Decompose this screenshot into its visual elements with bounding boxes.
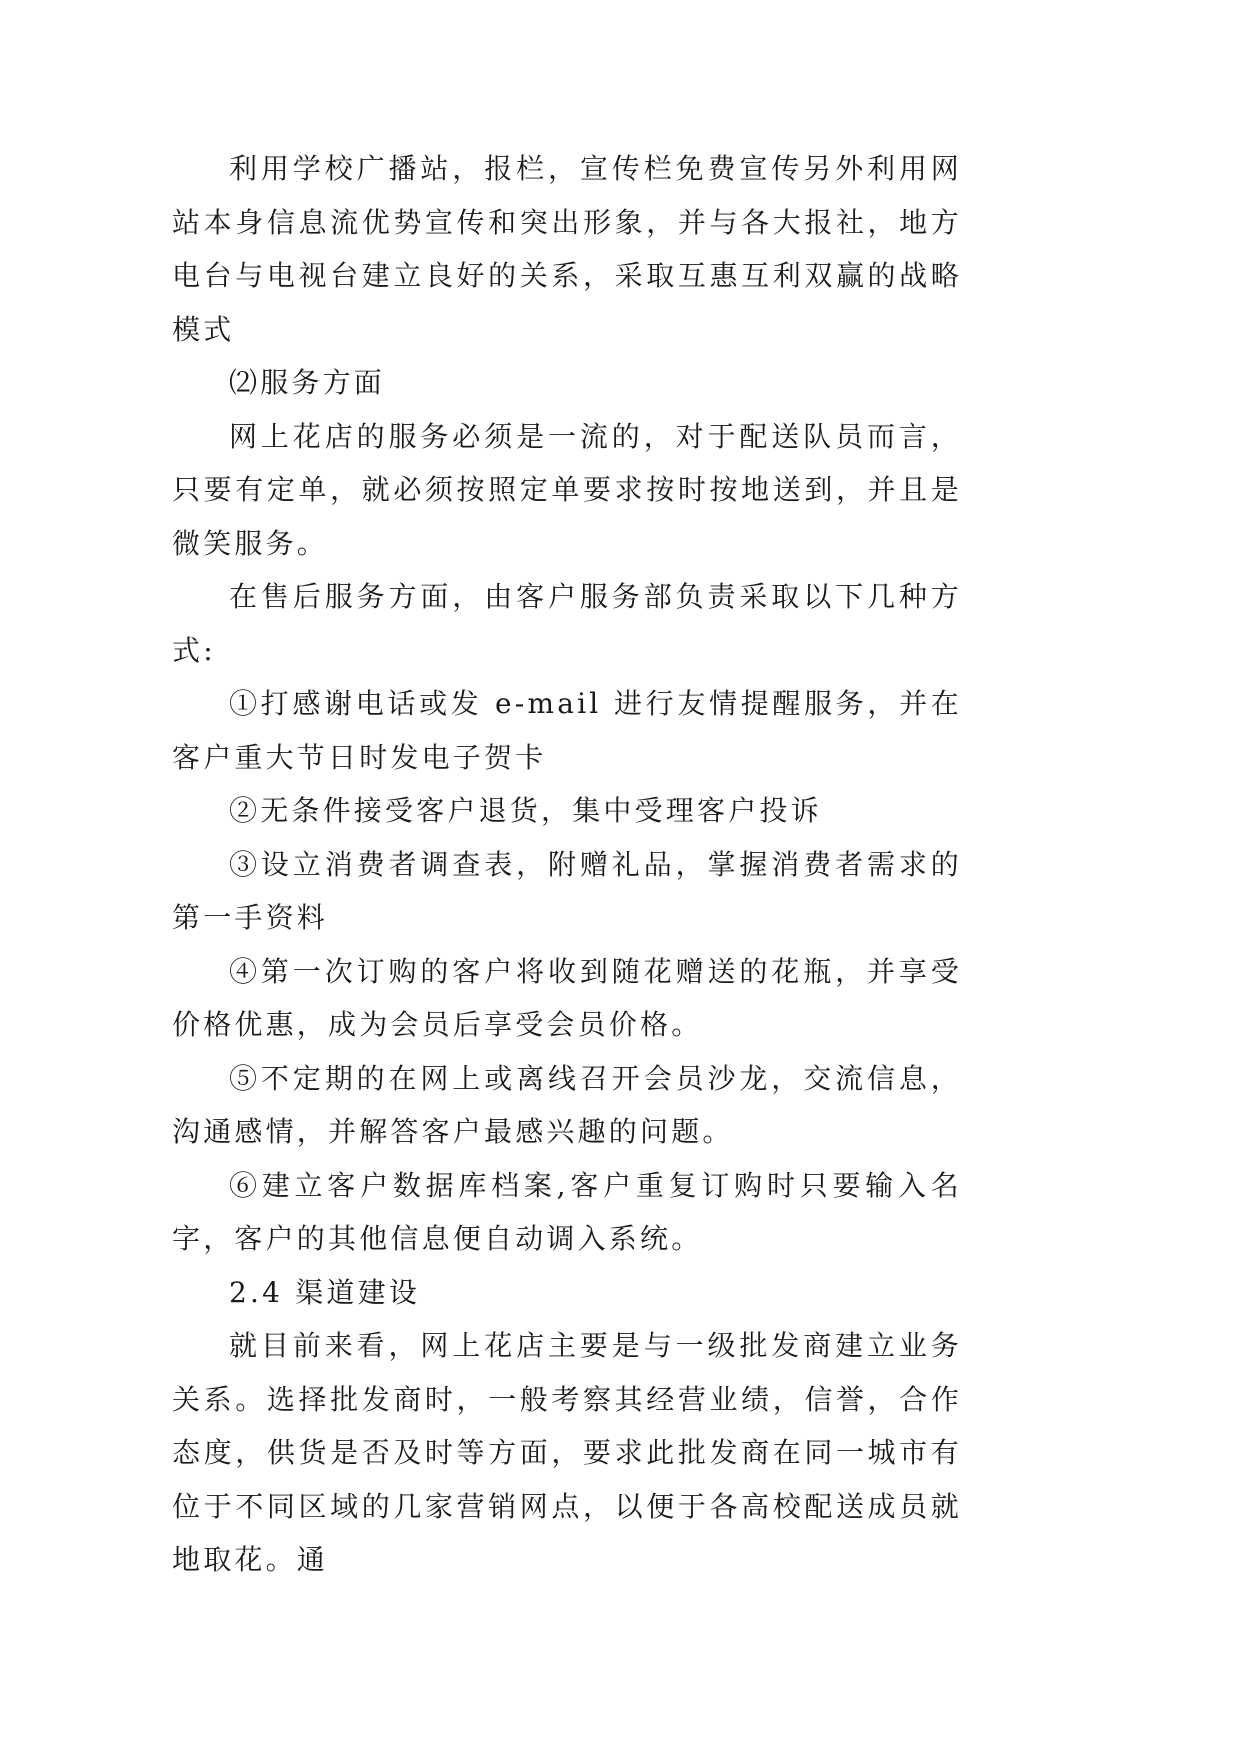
list-item-2: ②无条件接受客户退货，集中受理客户投诉 <box>229 794 822 827</box>
paragraph-after-sales: 在售后服务方面，由客户服务部负责采取以下几种方式: <box>172 580 962 667</box>
paragraph-channel: 就目前来看，网上花店主要是与一级批发商建立业务关系。选择批发商时，一般考察其经营业绩，信誉，合作态度，供货是否及时等方面，要求此批发商在同一城市有位于不同区域的几家营销网点，以便于各高校配送成员就地取花。通 <box>172 1329 962 1576</box>
list-item-3: ③设立消费者调查表，附赠礼品，掌握消费者需求的第一手资料 <box>172 847 962 934</box>
list-item-6: ⑥建立客户数据库档案,客户重复订购时只要输入名字，客户的其他信息便自动调入系统。 <box>172 1168 962 1255</box>
document-body <box>172 142 962 1587</box>
paragraph-service: 网上花店的服务必须是一流的，对于配送队员而言，只要有定单，就必须按照定单要求按时按地送到，并且是微笑服务。 <box>172 419 962 560</box>
heading-service: ⑵服务方面 <box>229 366 386 399</box>
list-item-1: ①打感谢电话或发 e-mail 进行友情提醒服务，并在客户重大节日时发电子贺卡 <box>172 687 962 774</box>
section-heading-channel: 2.4 渠道建设 <box>229 1275 421 1309</box>
list-item-4: ④第一次订购的客户将收到随花赠送的花瓶，并享受价格优惠，成为会员后享受会员价格。 <box>172 954 962 1041</box>
paragraph-promotion: 利用学校广播站，报栏，宣传栏免费宣传另外利用网站本身信息流优势宣传和突出形象，并与各大报社，地方电台与电视台建立良好的关系，采取互惠互利双赢的战略模式 <box>172 152 962 346</box>
list-item-5: ⑤不定期的在网上或离线召开会员沙龙，交流信息，沟通感情，并解答客户最感兴趣的问题。 <box>172 1061 962 1148</box>
